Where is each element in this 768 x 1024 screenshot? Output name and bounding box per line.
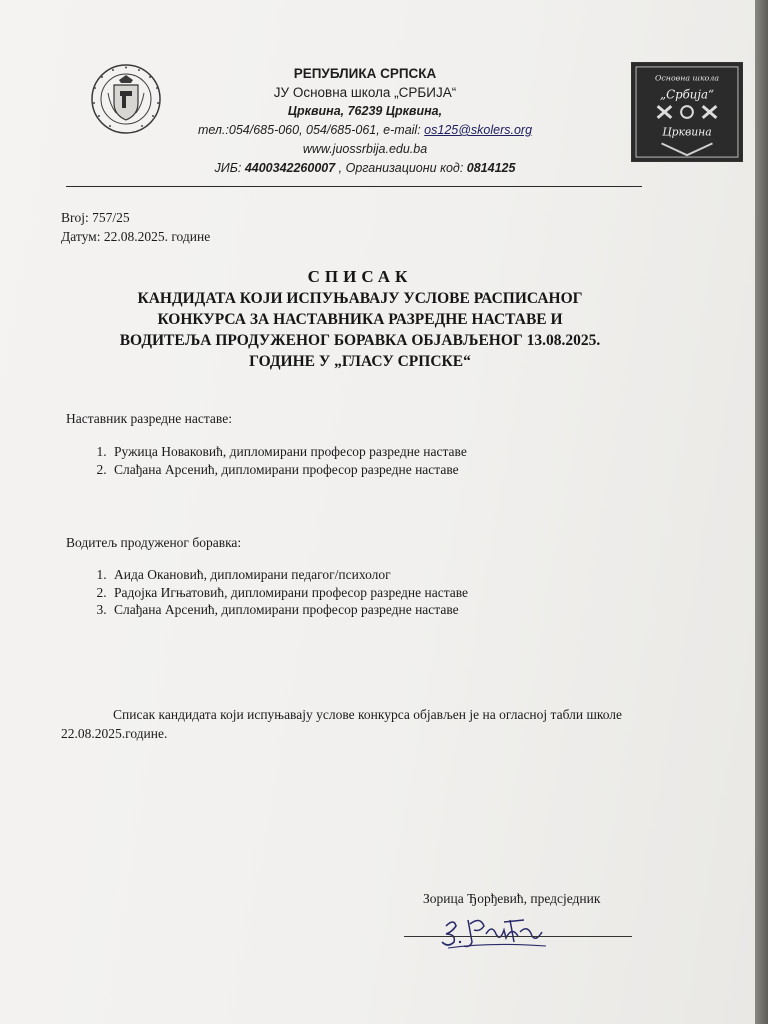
org-code-label: , Организациони код:: [335, 161, 467, 175]
classroom-teacher-list: [84, 443, 467, 478]
background-edge: [755, 0, 768, 1024]
republic-name: РЕПУБЛИКА СРПСКА: [293, 66, 437, 81]
title-line-4: ГОДИНЕ У „ГЛАСУ СРПСКЕ“: [249, 353, 471, 370]
handwritten-signature-icon: [440, 912, 550, 950]
list-item: 2. Слађана Арсенић, дипломирани професор разредне наставе: [110, 461, 467, 479]
email-link[interactable]: os125@skolers.org: [424, 123, 533, 137]
extended-stay-list: [84, 566, 468, 619]
header-divider: [66, 186, 642, 187]
title-line-2: КОНКУРСА ЗА НАСТАВНИКА РАЗРЕДНЕ НАСТАВЕ И: [157, 311, 563, 328]
title-line-3: ВОДИТЕЉА ПРОДУЖЕНОГ БОРАВКА ОБЈАВЉЕНОГ 13.08.2025.: [119, 332, 601, 349]
school-logo-icon: [631, 62, 743, 162]
school-address: Црквина, 76239 Црквина,: [287, 104, 443, 118]
contact-line: [150, 121, 580, 140]
title-main: СПИСАК: [307, 267, 413, 286]
document-date: Датум: 22.08.2025. године: [61, 229, 211, 244]
school-name: ЈУ Основна школа „СРБИЈА“: [273, 85, 457, 100]
signature-line: [404, 936, 632, 937]
letterhead: [150, 64, 580, 178]
logo-text-mid: „Србија“: [660, 87, 714, 102]
list-item: 1. Аида Окановић, дипломирани педагог/психолог: [110, 566, 468, 584]
section-classroom-teacher-label: Наставник разредне наставе:: [66, 411, 232, 426]
registration-line: [150, 159, 580, 178]
document-meta: [61, 208, 210, 246]
signer-name: Зорица Ђорђевић, предсједник: [423, 891, 601, 906]
list-item: 2. Радојка Игњатовић, дипломирани професор разредне наставе: [110, 584, 468, 602]
list-item: 3. Слађана Арсенић, дипломирани професор разредне наставе: [110, 601, 468, 619]
section-extended-stay-label: Водитељ продуженог боравка:: [66, 535, 242, 550]
website-link[interactable]: www.juossrbija.edu.ba: [302, 142, 428, 156]
title-line-1: КАНДИДАТА КОЈИ ИСПУЊАВАЈУ УСЛОВЕ РАСПИСАНОГ: [137, 290, 583, 307]
phone-numbers: тел.:054/685-060, 054/685-061, e-mail:: [197, 123, 425, 137]
org-code-value: 0814125: [466, 161, 516, 175]
document-title: [60, 266, 660, 372]
logo-text-top: Основна школа: [655, 73, 719, 83]
publication-note: Списак кандидата који испуњавају услове конкурса објављен је на огласној табли школе 22.08.2025.године.: [61, 707, 623, 741]
jib-value: 4400342260007: [244, 161, 336, 175]
document-number: Broj: 757/25: [61, 210, 130, 225]
list-item: 1. Ружица Новаковић, дипломирани професор разредне наставе: [110, 443, 467, 461]
jib-label: ЈИБ:: [214, 161, 245, 175]
logo-text-bottom: Црквина: [662, 125, 712, 139]
